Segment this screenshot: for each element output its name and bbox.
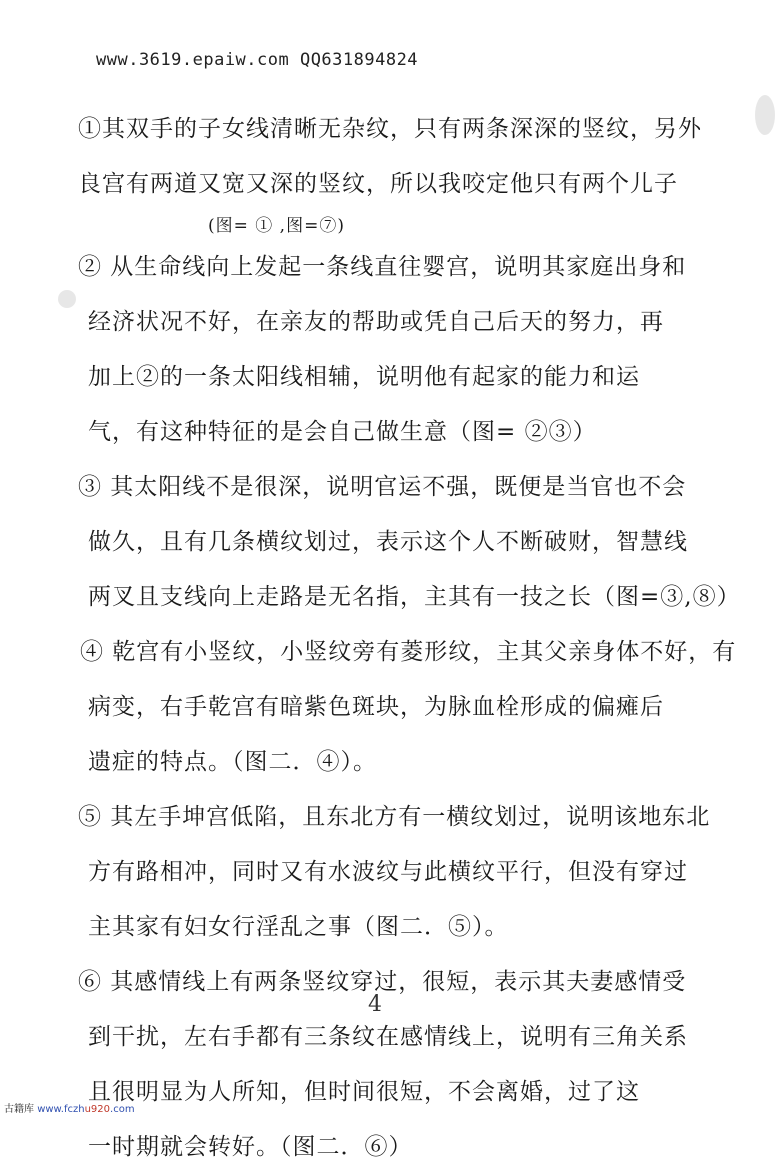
text-line: ⑤ 其左手坤宫低陷，且东北方有一横纹划过，说明该地东北	[78, 804, 711, 830]
text-line: 遗症的特点。（图二．④）。	[88, 749, 377, 775]
figure-reference: (图= ① ,图=⑦)	[208, 216, 345, 236]
text-line: 且很明显为人所知，但时间很短，不会离婚，过了这	[88, 1079, 640, 1105]
text-line: 气，有这种特征的是会自己做生意（图= ②③）	[88, 419, 597, 445]
text-line: 加上②的一条太阳线相辅，说明他有起家的能力和运	[88, 364, 640, 390]
footer-watermark	[4, 1100, 135, 1115]
text-line: ①其双手的子女线清晰无杂纹，只有两条深深的竖纹，另外	[78, 116, 702, 142]
footer-url-prefix: www.fczh	[37, 1104, 85, 1115]
text-line: 病变，右手乾宫有暗紫色斑块，为脉血栓形成的偏瘫后	[88, 694, 664, 720]
text-line: 做久，且有几条横纹划过，表示这个人不断破财，智慧线	[88, 529, 688, 555]
handwritten-body	[78, 102, 741, 1175]
text-line: 经济状况不好，在亲友的帮助或凭自己后天的努力，再	[88, 309, 664, 335]
footer-url-highlight: u920	[84, 1104, 111, 1115]
text-line: 良宫有两道又宽又深的竖纹，所以我咬定他只有两个儿子	[78, 171, 678, 197]
scan-speck	[755, 95, 775, 135]
text-line: 到干扰，左右手都有三条纹在感情线上，说明有三角关系	[88, 1024, 688, 1050]
text-line: ⑥ 其感情线上有两条竖纹穿过，很短，表示其夫妻感情受	[78, 969, 687, 995]
page-header-url: www.3619.epaiw.com QQ631894824	[96, 50, 419, 70]
text-line: 一时期就会转好。（图二．⑥）	[88, 1134, 413, 1160]
page-number: 4	[368, 992, 382, 1017]
scan-speck	[58, 290, 76, 308]
text-line: ③ 其太阳线不是很深，说明官运不强，既便是当官也不会	[78, 474, 687, 500]
text-line: 两叉且支线向上走路是无名指，主其有一技之长（图=③,⑧）	[88, 584, 741, 610]
text-line: ② 从生命线向上发起一条线直往婴宫，说明其家庭出身和	[78, 254, 687, 280]
text-line: 主其家有妇女行淫乱之事（图二．⑤）。	[88, 914, 509, 940]
text-line: ④ 乾宫有小竖纹，小竖纹旁有菱形纹，主其父亲身体不好，有	[80, 639, 737, 665]
text-line: 方有路相冲，同时又有水波纹与此横纹平行，但没有穿过	[88, 859, 688, 885]
footer-site-name: 古籍库	[4, 1104, 34, 1115]
footer-url-suffix: .com	[110, 1104, 135, 1115]
